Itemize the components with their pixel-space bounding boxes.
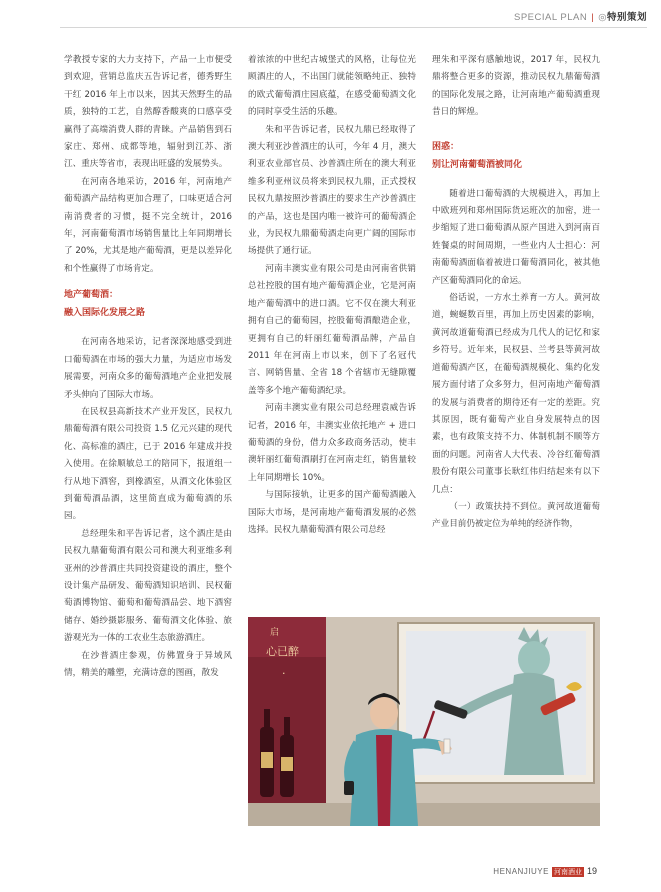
section-label-cn: 特别策划	[606, 12, 647, 23]
paragraph: 朱和平告诉记者，民权九鼎已经取得了澳大利亚沙普酒庄的认可，今年 4 月，澳大利亚农业部官员、沙普酒庄所在的澳大利亚维多利亚州议员将来到民权九鼎，正式授权民权九鼎按照沙普酒庄的要求生产沙普酒庄的产品，这也是国内唯一被许可的葡萄酒企业，为民权九鼎葡萄酒走向更广阔的国际市场提供了通行证。	[248, 124, 416, 257]
footer-tag: 河南酒业	[553, 869, 582, 876]
wine-glass-icon	[444, 739, 450, 753]
paragraph: 在民权县高新技术产业开发区，民权九鼎葡萄酒有限公司投资 1.5 亿元兴建的现代化、高标准的酒庄，已于 2016 年建成并投入使用。在徐顺敏总工的陪同下，报道组一行从地下酒窖，到橡酒室，从酒文化体验区到葡萄酒品酒，这里简直成为葡萄酒的乐园。	[64, 406, 232, 522]
paragraph: 河南丰澳实业有限公司是由河南省供销总社控股的国有地产葡萄酒企业，它是河南地产葡萄酒中的进口酒。它不仅在澳大利亚拥有自己的葡萄园，控股葡萄酒酿造企业，更拥有自己的轩丽红葡萄酒品牌，产品自 2011 年在河南上市以来，创下了名冠代言、网销售量、全省 18 个省辖市无缝隙覆盖等多个地产葡萄酒纪录。	[248, 263, 416, 396]
photo-illustration	[248, 617, 600, 826]
paragraph: 随着进口葡萄酒的大规模进入，再加上中欧班列和郑州国际货运班次的加密，进一步缩短了进口葡萄酒从原产国进入到河南百姓餐桌的时间周期，一些业内人士担心：河南葡萄酒面临着被进口葡萄酒同化，被其他产区葡萄酒同化的命运。	[432, 188, 600, 286]
paragraph: 在河南各地采访，记者深深地感受到进口葡萄酒在市场的强大力量，为适应市场发展需要，河南众多的葡萄酒地产企业把发展矛头伸向了国际大市场。	[64, 337, 232, 400]
column-2	[248, 52, 416, 539]
section-heading-line-1: 地产葡萄酒：	[64, 290, 119, 301]
section-heading	[64, 286, 232, 322]
section-label-en: SPECIAL PLAN	[513, 12, 588, 23]
page-number: 19	[586, 866, 597, 876]
paragraph: 在河南各地采访，2016 年，河南地产葡萄酒产品结构更加合理了，口味更适合河南消费者的习惯，挺不完全统计，2016 年，河南葡萄酒市场销售量比上年同期增长了 20%，尤其是地产葡萄酒，更是以差异化和个性赢得了市场肯定。	[64, 176, 232, 274]
phone-icon	[344, 781, 354, 795]
page-footer	[493, 866, 597, 877]
column-3	[432, 52, 600, 534]
column-1	[64, 52, 232, 682]
paragraph: 学教授专家的大力支持下，产品一上市便受到欢迎，营销总监庆五告诉记者，德秀野生干红 2016 年上市以来，因其天然野生的品质，独特的工艺，自然醇香酸爽的口感享受赢得了高端消费人群的青睐。产品销售到石家庄、郑州、成都等地，辐射到江苏、浙江、重庆等省市，表现出旺盛的发展势头。	[64, 55, 232, 170]
paragraph: （一）政策扶持不到位。黄河故道葡萄产业目前仍被定位为单纯的经济作物，	[432, 501, 600, 530]
section-heading-line-2: 融入国际化发展之路	[64, 308, 146, 319]
poster-text-1: 启	[270, 628, 280, 638]
footer-brand: HENANJIUYE	[493, 867, 549, 876]
paragraph: 总经理朱和平告诉记者，这个酒庄是由民权九鼎葡萄酒有限公司和澳大利亚维多利亚州的沙普酒庄共同投资建设的酒庄，整个设计集产品研发、葡萄酒知识培训、民权葡萄酒博物馆、葡萄和葡萄酒品尝、地下酒窖储存、婚纱摄影服务、葡萄酒文化体验、旅游观光为一体的工农业生态旅游酒庄。	[64, 528, 232, 644]
poster-text-2: 心已醉	[266, 645, 299, 658]
article-photo	[248, 617, 600, 826]
section-heading-line-2: 别让河南葡萄酒被同化	[432, 159, 523, 170]
paragraph: 河南丰澳实业有限公司总经理袁威告诉记者，2016 年，丰澳实业依托地产 + 进口葡萄酒的身份，借力众多政商务活动，使丰澳轩丽红葡萄酒刷打在河南走红，销售量较上年同期增长 10%。	[248, 403, 416, 483]
paragraph: 在沙普酒庄参观，仿佛置身于异域风情，精美的雕塑，充满诗意的图画，散发	[64, 650, 232, 678]
paragraph: 着浓浓的中世纪古城堡式的风格，让每位光顾酒庄的人，不出国门就能领略纯正、独特的欧式葡萄酒庄园底蕴，在感受葡萄酒文化的同时享受生活的乐趣。	[248, 55, 416, 118]
poster-text-3: ·	[282, 667, 286, 680]
section-divider: |	[591, 12, 595, 23]
page-header	[0, 0, 661, 32]
paragraph: 理朱和平深有感触地说，2017 年，民权九鼎将整合更多的资源，推动民权九鼎葡萄酒的国际化发展之路，让河南地产葡萄酒重现昔日的辉煌。	[432, 55, 600, 118]
section-heading-line-1: 困惑：	[432, 141, 460, 152]
section-heading	[432, 138, 600, 174]
section-label	[514, 9, 647, 23]
paragraph: 俗话说，一方水土养育一方人。黄河故道，蜿蜒数百里，再加上历史因素的影响，黄河故道葡萄酒已经成为几代人的记忆和家乡符号。近年来，民权县、兰考县等黄河故道葡萄酒产区，在葡萄酒规模化、集约化发展方面付诸了众多努力，但河南地产葡萄酒的发展与消费者的期待还有一定的差距。究其原因，既有葡萄产业自身发展特点的因素，也有政策支持不力、体制机制不顺等方面的问题。河南省人大代表、冷谷红葡萄酒股份有限公司董事长耿红伟归结起来有以下几点：	[432, 293, 600, 495]
paragraph: 与国际接轨，让更多的国产葡萄酒融入国际大市场，是河南地产葡萄酒发展的必然选择。民权九鼎葡萄酒有限公司总经	[248, 490, 416, 535]
header-rule	[60, 27, 647, 28]
section-marker-icon: ◎	[598, 12, 607, 23]
